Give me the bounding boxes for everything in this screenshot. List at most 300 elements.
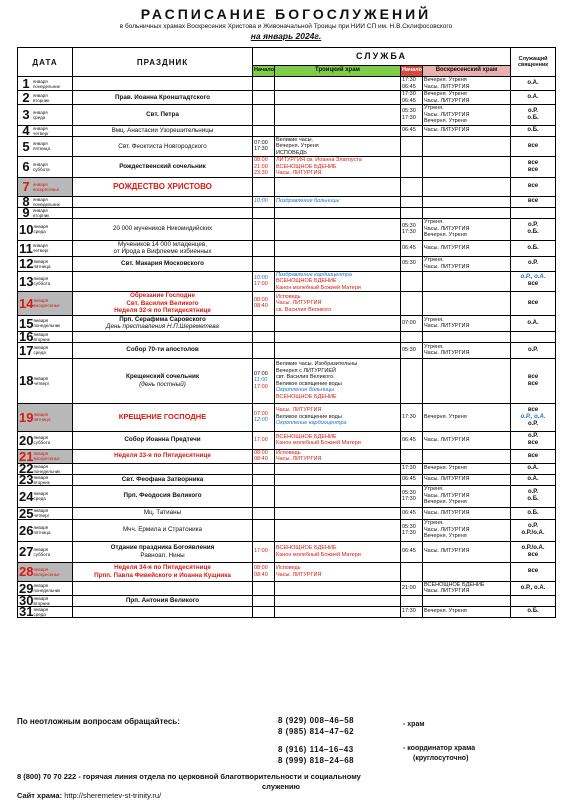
clergy-name: о.Б.	[527, 229, 539, 235]
clergy-name: о.Б.	[527, 114, 539, 121]
clergy-cell	[511, 474, 556, 485]
day-weekday: среда	[33, 496, 46, 501]
trinity-service-cell	[275, 218, 401, 240]
schedule-body	[18, 77, 556, 618]
day-weekday: воскресенье	[33, 571, 60, 577]
resurrection-time-cell	[401, 474, 423, 485]
resurrection-time-cell	[401, 218, 423, 240]
resurrection-time-cell	[401, 125, 423, 136]
day-info	[33, 464, 60, 474]
day-weekday: четверг	[33, 380, 50, 386]
day-month: января	[33, 181, 48, 187]
trinity-time-cell	[253, 240, 275, 256]
clergy-name: о.Р.	[527, 420, 539, 427]
resurrection-service: Часы. ЛИТУРГИЯ	[424, 83, 470, 90]
trinity-service-cell	[275, 177, 401, 196]
trinity-time-cell	[253, 541, 275, 562]
day-info	[33, 259, 50, 269]
trinity-time-cell	[253, 342, 275, 358]
resurrection-service: Часы. ЛИТУРГИЯ	[424, 436, 470, 443]
date-wrap	[19, 295, 71, 311]
day-weekday: пятница	[33, 146, 51, 152]
trinity-service-cell	[275, 403, 401, 431]
coordinator-label: - координатор храма	[403, 745, 476, 752]
day-info	[33, 332, 49, 342]
resurrection-time: 06:45	[402, 509, 416, 516]
day-info	[33, 596, 49, 606]
trinity-time: 17:00	[254, 383, 268, 390]
day-number: 12	[19, 256, 34, 271]
resurrection-service: Часы. ЛИТУРГИЯ	[424, 548, 470, 555]
trinity-service-cell	[275, 463, 401, 474]
clergy-cell	[511, 91, 556, 105]
resurrection-service-cell	[423, 207, 511, 218]
day-month: января	[33, 508, 49, 513]
trinity-time: 12:00	[254, 417, 268, 423]
clergy-cell	[511, 77, 556, 91]
resurrection-time-cell	[401, 177, 423, 196]
day-weekday: вторник	[33, 336, 50, 342]
clergy-name: о.Р./о.А.	[521, 530, 545, 536]
trinity-service-cell	[275, 256, 401, 271]
trinity-time-cell	[253, 485, 275, 507]
date-cell	[18, 256, 73, 271]
trinity-service-cell	[275, 315, 401, 331]
day-row	[18, 519, 556, 541]
day-month: января	[33, 375, 49, 381]
day-info	[33, 162, 50, 172]
day-number: 24	[19, 488, 34, 504]
feast-line: Вмц. Анастасии Узорешительницы	[111, 126, 214, 134]
clergy-name: все	[527, 198, 539, 204]
feast-cell	[73, 485, 253, 507]
date-cell	[18, 519, 73, 541]
day-info	[33, 224, 48, 234]
day-number: 3	[22, 107, 30, 123]
resurrection-time-cell	[401, 77, 423, 91]
trinity-time: 10:00	[254, 274, 268, 281]
coordinator-label-hours: (круглосуточно)	[413, 755, 469, 762]
day-number: 26	[19, 522, 34, 538]
trinity-service: Вечерня. Утреня	[276, 143, 319, 149]
clergy-cell	[511, 105, 556, 126]
day-weekday: воскресенье	[33, 303, 60, 309]
clergy-name: о.Р., о.А.	[520, 413, 546, 420]
day-number: 18	[19, 373, 34, 388]
day-number: 19	[19, 409, 34, 425]
feast-cell	[73, 403, 253, 431]
date-cell	[18, 485, 73, 507]
resurrection-time-cell	[401, 562, 423, 581]
trinity-service: ИСПОВЕДЬ	[276, 149, 307, 156]
feast-line: Мчч. Ермила и Стратоника	[123, 526, 202, 534]
resurrection-service-cell	[423, 541, 511, 562]
feast-line: Неделя 33-я по Пятидесятнице	[114, 452, 211, 460]
site-label	[17, 791, 161, 800]
day-row	[18, 606, 556, 617]
day-weekday: четверг	[33, 130, 49, 136]
feast-line: Свт. Макария Московского	[121, 259, 204, 267]
clergy-name: все	[527, 380, 539, 387]
resurrection-time-cell	[401, 331, 423, 342]
clergy-cell	[511, 403, 556, 431]
feast-cell	[73, 474, 253, 485]
trinity-service-cell	[275, 562, 401, 581]
trinity-time-cell	[253, 177, 275, 196]
day-info	[33, 567, 59, 577]
resurrection-time: 17:30	[402, 608, 416, 615]
day-row	[18, 474, 556, 485]
feast-cell	[73, 342, 253, 358]
date-cell	[18, 218, 73, 240]
day-info	[33, 525, 50, 535]
day-month: января	[33, 109, 48, 115]
resurrection-service: Часы. ЛИТУРГИЯ	[424, 225, 470, 232]
resurrection-service-cell	[423, 474, 511, 485]
trinity-time-cell	[253, 562, 275, 581]
date-wrap	[19, 126, 71, 136]
trinity-service-cell	[275, 519, 401, 541]
date-cell	[18, 77, 73, 91]
day-row	[18, 315, 556, 331]
clergy-cell	[511, 271, 556, 292]
trinity-time-cell	[253, 91, 275, 105]
day-month: января	[33, 451, 49, 456]
feast-line: Равноап. Нины	[140, 551, 185, 559]
resurrection-service-cell	[423, 177, 511, 196]
resurrection-service-cell	[423, 431, 511, 449]
day-number: 30	[19, 595, 34, 606]
resurrection-service-cell	[423, 485, 511, 507]
feast-line: Мучеников 14 000 младенцев,	[118, 240, 207, 248]
trinity-service-cell	[275, 595, 401, 606]
resurrection-service-cell	[423, 91, 511, 105]
day-info	[33, 607, 48, 617]
day-weekday: вторник	[33, 212, 50, 218]
resurrection-time: 17:30	[402, 77, 416, 83]
clergy-cell	[511, 595, 556, 606]
resurrection-service-cell	[423, 218, 511, 240]
trinity-time-cell	[253, 403, 275, 431]
day-number: 6	[22, 159, 30, 175]
resurrection-service-cell	[423, 157, 511, 178]
clergy-cell	[511, 315, 556, 331]
day-info	[33, 435, 50, 445]
day-row	[18, 207, 556, 218]
day-month: января	[33, 224, 49, 229]
trinity-time: 08:40	[254, 303, 268, 310]
phone-temple-2[interactable]: 8 (985) 814–47–62	[278, 727, 355, 736]
date-wrap	[19, 596, 71, 606]
trinity-service: Поздравление больницы	[276, 198, 340, 205]
clergy-name: о.Р.	[527, 222, 539, 228]
feast-line: Прпп. Павла Фивейского и Иоанна Кущника	[94, 571, 231, 579]
trinity-service: Исповедь	[276, 449, 301, 456]
date-wrap	[19, 138, 71, 154]
feast-cell	[73, 431, 253, 449]
resurrection-service: Вечерня. Утреня	[424, 118, 467, 124]
day-weekday: четверг	[33, 248, 49, 253]
clergy-name: о.Р.	[527, 107, 539, 114]
date-cell	[18, 431, 73, 449]
day-weekday: пятница	[33, 417, 51, 422]
clergy-cell	[511, 431, 556, 449]
footer-question: По неотложным вопросам обращайтесь:	[17, 717, 180, 726]
feast-line: Неделя 34-я по Пятидесятнице	[114, 564, 211, 571]
day-month: января	[33, 258, 49, 264]
clergy-cell	[511, 485, 556, 507]
resurrection-time: 06:45	[402, 436, 416, 443]
phone-coordinator-2[interactable]: 8 (999) 818–24–68	[278, 756, 355, 765]
date-wrap	[19, 315, 71, 331]
date-wrap	[19, 522, 71, 538]
trinity-time: 17:30	[254, 146, 268, 153]
resurrection-service: Утреня.	[424, 105, 444, 111]
resurrection-time: 07:00	[402, 319, 416, 326]
resurrection-time-cell	[401, 196, 423, 207]
clergy-cell	[511, 331, 556, 342]
date-cell	[18, 271, 73, 292]
trinity-service: Великое освящение воды	[276, 380, 342, 387]
clergy-name: о.Р.	[527, 489, 539, 495]
clergy-name: о.А.	[527, 94, 539, 100]
clergy-cell	[511, 358, 556, 403]
day-month: января	[33, 546, 49, 552]
trinity-time-cell	[253, 196, 275, 207]
clergy-name: о.Р.	[527, 523, 539, 529]
date-wrap	[19, 240, 71, 256]
feast-line: Неделя 32-я по Пятидесятнице	[114, 307, 211, 314]
trinity-service: Исповедь	[276, 565, 301, 571]
day-month: января	[33, 161, 48, 167]
trinity-time: 08:00	[254, 157, 268, 163]
day-weekday: понедельник	[33, 588, 61, 593]
feast-cell	[73, 331, 253, 342]
feast-line: 20 000 мучеников Никомидийских	[112, 225, 213, 233]
day-month: января	[33, 318, 49, 323]
trinity-time-cell	[253, 581, 275, 595]
clergy-name: о.Б.	[527, 608, 539, 614]
day-weekday: суббота	[33, 440, 51, 445]
resurrection-time-cell	[401, 431, 423, 449]
day-number: 7	[22, 179, 30, 194]
schedule-table	[17, 47, 556, 618]
date-cell	[18, 292, 73, 316]
clergy-cell	[511, 177, 556, 196]
resurrection-service: Часы. ЛИТУРГИЯ	[424, 244, 470, 251]
day-number: 31	[19, 606, 34, 617]
trinity-service: Часы. ЛИТУРГИЯ	[276, 170, 322, 176]
date-cell	[18, 606, 73, 617]
trinity-service-cell	[275, 431, 401, 449]
trinity-service: Канон молебный Божией Матери	[276, 284, 361, 291]
trinity-time-cell	[253, 125, 275, 136]
day-row	[18, 271, 556, 292]
clergy-cell	[511, 125, 556, 136]
feast-line: Собор 70-ти апостолов	[126, 346, 199, 354]
day-month: января	[33, 606, 49, 612]
trinity-service: Вечерня с ЛИТУРГИЕЙ	[276, 367, 336, 374]
date-cell	[18, 105, 73, 126]
trinity-service-cell	[275, 507, 401, 519]
feast-line: РОЖДЕСТВО ХРИСТОВО	[113, 181, 212, 191]
header-service: СЛУЖБА	[253, 48, 511, 66]
clergy-name: о.А.	[527, 319, 539, 326]
clergy-name: все	[527, 183, 539, 189]
day-info	[33, 547, 50, 557]
day-month: января	[33, 463, 49, 469]
clergy-cell	[511, 463, 556, 474]
clergy-name: все	[527, 281, 539, 288]
resurrection-time: 17:30	[402, 530, 416, 536]
date-cell	[18, 358, 73, 403]
resurrection-service: Часы. ЛИТУРГИЯ	[424, 97, 470, 104]
resurrection-time-cell	[401, 581, 423, 595]
date-wrap	[19, 256, 71, 271]
day-number: 2	[22, 90, 30, 105]
feast-cell	[73, 541, 253, 562]
resurrection-service: Утреня.	[424, 219, 444, 226]
date-wrap	[19, 342, 71, 358]
trinity-time-cell	[253, 449, 275, 463]
header-trinity-temple: Троицкий храм	[275, 65, 401, 76]
trinity-service: Окропление больницы	[276, 387, 335, 393]
hotline-text-2: служению	[262, 782, 301, 791]
day-row	[18, 485, 556, 507]
day-row	[18, 157, 556, 178]
date-wrap	[19, 159, 71, 175]
trinity-time: 08:40	[254, 571, 268, 578]
trinity-service-cell	[275, 91, 401, 105]
trinity-service: ВСЕНОЩНОЕ БДЕНИЕ	[276, 393, 337, 400]
day-info	[33, 583, 60, 593]
date-wrap	[19, 409, 71, 425]
clergy-cell	[511, 562, 556, 581]
resurrection-time-cell	[401, 315, 423, 331]
resurrection-time-cell	[401, 91, 423, 105]
clergy-name: все	[527, 452, 539, 459]
site-url[interactable]: http://sheremetev-st-trinity.ru/	[64, 791, 162, 800]
resurrection-time: 21:00	[402, 584, 416, 591]
feast-line: КРЕЩЕНИЕ ГОСПОДНЕ	[118, 412, 207, 422]
feast-cell	[73, 449, 253, 463]
day-weekday: среда	[33, 611, 46, 617]
resurrection-service: ВСЕНОЩНОЕ БДЕНИЕ	[424, 581, 485, 588]
day-weekday: вторник	[33, 600, 50, 606]
trinity-service-cell	[275, 292, 401, 316]
day-info	[33, 208, 49, 218]
phone-temple-1[interactable]: 8 (929) 008–46–58	[278, 716, 355, 725]
trinity-service-cell	[275, 606, 401, 617]
feast-line: Собор Иоанна Предтечи	[124, 436, 201, 444]
trinity-service-cell	[275, 449, 401, 463]
resurrection-time-cell	[401, 541, 423, 562]
day-info	[33, 298, 59, 308]
day-month: января	[33, 491, 49, 496]
feast-line: Крещенский сочельник	[125, 373, 199, 380]
day-row	[18, 292, 556, 316]
trinity-time-cell	[253, 218, 275, 240]
trinity-service-cell	[275, 271, 401, 292]
clergy-cell	[511, 519, 556, 541]
clergy-name: о.А.	[527, 465, 539, 471]
trinity-service-cell	[275, 358, 401, 403]
trinity-time: 08:00	[254, 449, 268, 456]
resurrection-time: 05:30	[402, 108, 416, 115]
day-month: января	[33, 474, 49, 480]
clergy-name: о.Р.	[527, 260, 539, 266]
feast-cell	[73, 358, 253, 403]
day-row	[18, 562, 556, 581]
feast-line: Свт. Феоктиста Новгородского	[118, 142, 207, 150]
feast-cell	[73, 240, 253, 256]
trinity-time-cell	[253, 595, 275, 606]
trinity-service: Поздравление кардиоцентра	[276, 271, 352, 278]
day-weekday: вторник	[33, 479, 50, 485]
resurrection-time-cell	[401, 595, 423, 606]
feast-cell	[73, 271, 253, 292]
day-weekday: пятница	[33, 530, 51, 535]
header-start-trinity: Начало	[253, 65, 275, 76]
day-number: 20	[19, 432, 34, 448]
day-row	[18, 331, 556, 342]
feast-cell	[73, 157, 253, 178]
day-row	[18, 218, 556, 240]
page-title: РАСПИСАНИЕ БОГОСЛУЖЕНИЙ	[140, 6, 432, 22]
resurrection-time-cell	[401, 105, 423, 126]
resurrection-service-cell	[423, 315, 511, 331]
date-cell	[18, 449, 73, 463]
date-cell	[18, 562, 73, 581]
resurrection-service-cell	[423, 271, 511, 292]
phone-temple-label: - храм	[403, 721, 425, 728]
day-info	[33, 93, 49, 103]
feast-line: Свт. Петра	[146, 111, 179, 118]
feast-cell	[73, 562, 253, 581]
phone-coordinator-1[interactable]: 8 (916) 114–16–43	[278, 745, 354, 754]
feast-cell	[73, 507, 253, 519]
day-row	[18, 77, 556, 91]
date-wrap	[19, 607, 71, 617]
day-weekday: понедельник	[33, 83, 60, 89]
resurrection-service-cell	[423, 125, 511, 136]
day-weekday: суббота	[33, 551, 51, 557]
resurrection-time: 06:45	[402, 97, 416, 104]
day-weekday: пятница	[33, 263, 51, 269]
clergy-cell	[511, 256, 556, 271]
date-wrap	[19, 583, 71, 593]
resurrection-service: Вечерня. Утреня	[424, 232, 467, 239]
day-row	[18, 256, 556, 271]
feast-line: Рождественский сочельник	[119, 163, 206, 170]
day-weekday: суббота	[33, 166, 50, 172]
trinity-time: 08:00	[254, 296, 268, 303]
feast-cell	[73, 136, 253, 157]
day-info	[33, 345, 48, 355]
clergy-name: о.А.	[527, 80, 539, 86]
month-title: на январь 2024г.	[250, 31, 322, 41]
feast-cell	[73, 91, 253, 105]
day-row	[18, 91, 556, 105]
trinity-time-cell	[253, 431, 275, 449]
trinity-time-cell	[253, 207, 275, 218]
trinity-service: Канон молебный Божией Матери	[276, 440, 361, 446]
clergy-cell	[511, 240, 556, 256]
resurrection-time-cell	[401, 519, 423, 541]
date-cell	[18, 240, 73, 256]
resurrection-time: 17:30	[402, 114, 416, 121]
date-wrap	[19, 564, 71, 579]
